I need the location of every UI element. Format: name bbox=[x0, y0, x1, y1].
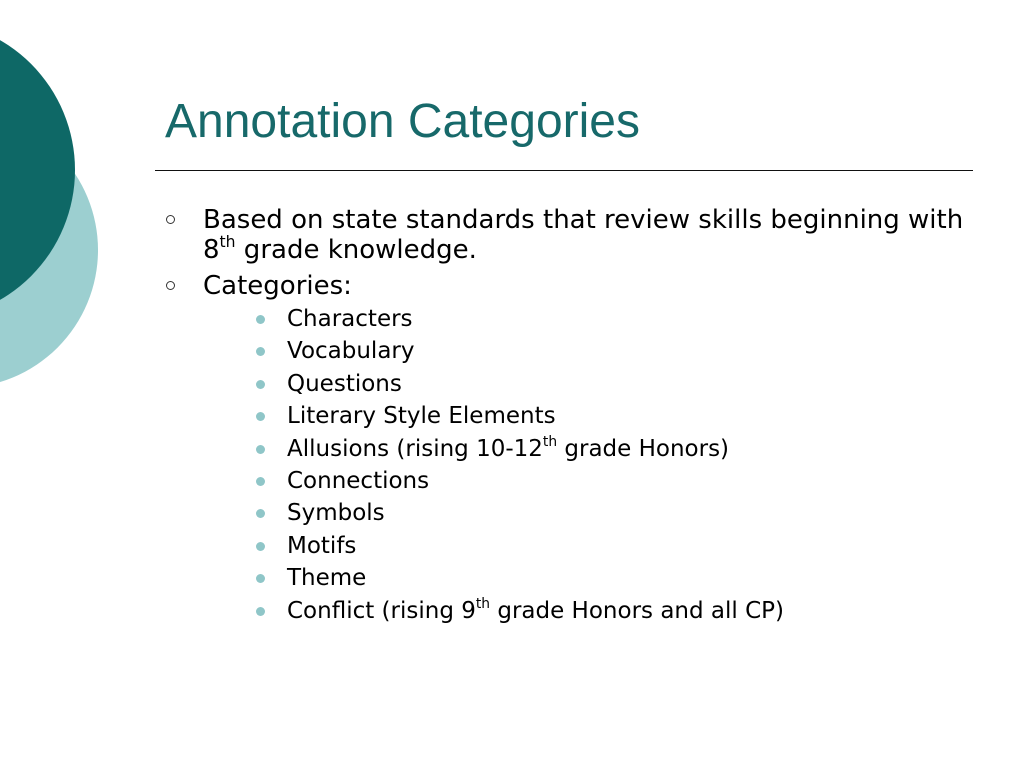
dot-bullet-icon bbox=[256, 412, 265, 421]
category-label: Questions bbox=[287, 370, 402, 397]
category-item-vocabulary bbox=[203, 335, 983, 367]
category-label: Motifs bbox=[287, 532, 357, 559]
bullet-categories bbox=[163, 271, 983, 627]
bullet-standards-text: Based on state standards that review skills beginning with 8 bbox=[203, 205, 964, 265]
category-label-end: grade Honors and all CP) bbox=[490, 597, 784, 624]
dot-bullet-icon bbox=[256, 445, 265, 454]
category-list bbox=[203, 303, 983, 627]
category-label: Theme bbox=[287, 565, 367, 592]
category-label: Connections bbox=[287, 468, 430, 495]
category-item-literary-style bbox=[203, 400, 983, 432]
category-item-connections bbox=[203, 465, 983, 497]
category-label: Symbols bbox=[287, 500, 385, 527]
dot-bullet-icon bbox=[256, 380, 265, 389]
category-item-conflict bbox=[203, 595, 983, 627]
dot-bullet-icon bbox=[256, 347, 265, 356]
title-divider bbox=[155, 170, 973, 171]
dot-bullet-icon bbox=[256, 574, 265, 583]
hollow-circle-bullet-icon bbox=[166, 215, 175, 224]
hollow-circle-bullet-icon bbox=[166, 281, 175, 290]
superscript: th bbox=[475, 595, 491, 612]
superscript: th bbox=[542, 433, 558, 450]
category-label: Vocabulary bbox=[287, 338, 415, 365]
category-label-end: grade Honors) bbox=[557, 435, 730, 462]
decorative-circles bbox=[0, 0, 120, 420]
slide-content bbox=[163, 205, 983, 633]
category-label: Allusions (rising 10-12 bbox=[287, 435, 543, 462]
category-item-motifs bbox=[203, 530, 983, 562]
superscript: th bbox=[219, 232, 236, 251]
category-item-symbols bbox=[203, 497, 983, 529]
dot-bullet-icon bbox=[256, 607, 265, 616]
category-label: Literary Style Elements bbox=[287, 403, 556, 430]
bullet-categories-label: Categories: bbox=[203, 271, 352, 301]
category-item-allusions bbox=[203, 433, 983, 465]
category-item-theme bbox=[203, 562, 983, 594]
bullet-standards-text-end: grade knowledge. bbox=[235, 235, 477, 265]
dot-bullet-icon bbox=[256, 315, 265, 324]
dot-bullet-icon bbox=[256, 542, 265, 551]
dot-bullet-icon bbox=[256, 509, 265, 518]
bullet-standards bbox=[163, 205, 983, 265]
category-item-characters bbox=[203, 303, 983, 335]
category-item-questions bbox=[203, 368, 983, 400]
dot-bullet-icon bbox=[256, 477, 265, 486]
category-label: Characters bbox=[287, 306, 413, 332]
category-label: Conflict (rising 9 bbox=[287, 597, 476, 624]
slide-title: Annotation Categories bbox=[165, 95, 640, 148]
